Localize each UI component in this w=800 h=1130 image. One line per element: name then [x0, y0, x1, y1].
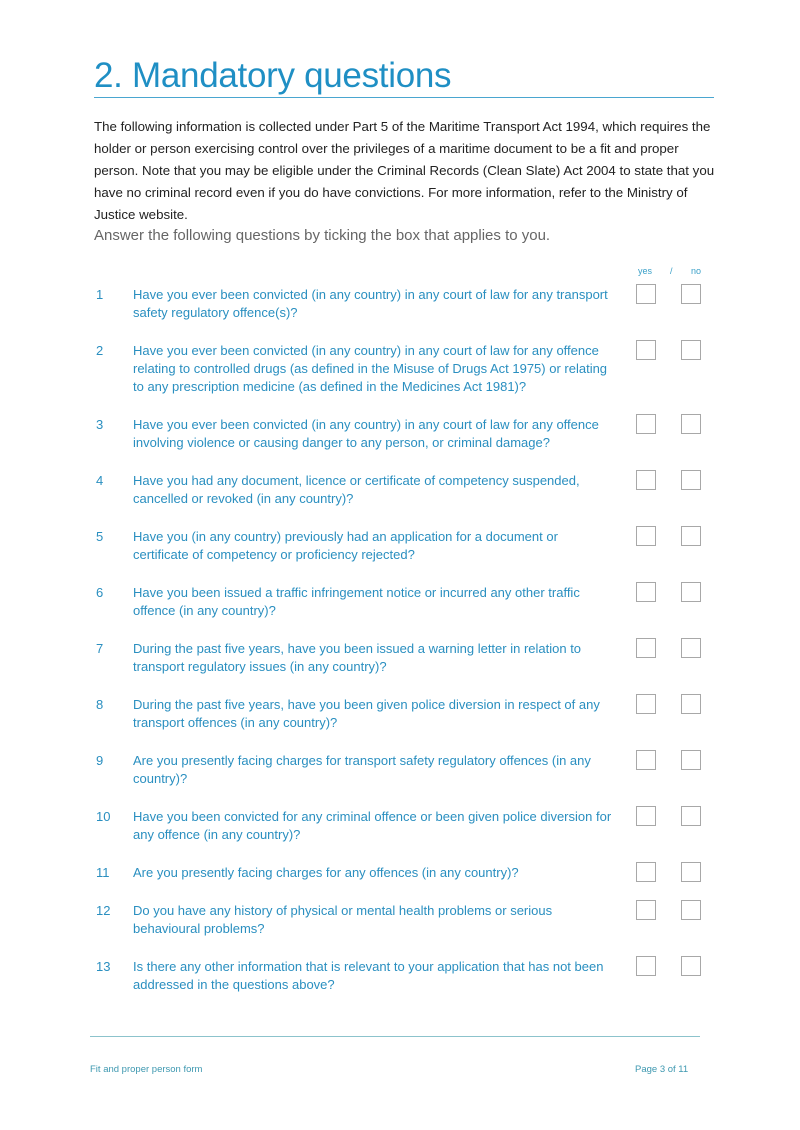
yes-checkbox[interactable] — [636, 806, 656, 826]
question-text: Have you been convicted for any criminal offence or been given police diversion for any offence (in any country)? — [133, 809, 612, 842]
question-number: 3 — [96, 417, 104, 432]
question-row — [0, 528, 800, 564]
question-text: Are you presently facing charges for any offences (in any country)? — [133, 865, 519, 880]
no-checkbox[interactable] — [681, 900, 701, 920]
question-row — [0, 696, 800, 732]
question-text: Have you ever been convicted (in any country) in any court of law for any offence relating to controlled drugs (as defined in the Misuse of Drugs Act 1975) or relating to any prescription medicine (as defined in the Medicines Act 1981)? — [133, 343, 608, 394]
yes-checkbox[interactable] — [636, 750, 656, 770]
question-row — [0, 286, 800, 322]
instruction-text: Answer the following questions by ticking the box that applies to you. — [94, 227, 551, 244]
question-text: During the past five years, have you been issued a warning letter in relation to transport regulatory issues (in any country)? — [133, 641, 582, 674]
no-checkbox[interactable] — [681, 806, 701, 826]
intro-paragraph: The following information is collected under Part 5 of the Maritime Transport Act 1994, which requires the holder or person exercising control over the privileges of a maritime document to be a fit and proper person. Note that you may be eligible under the Criminal Records (Clean Slate) Act 2004 to state that you have no criminal record even if you do have convictions. For more information, refer to the Ministry of Justice website. — [94, 119, 715, 222]
question-row — [0, 342, 800, 396]
question-number: 6 — [96, 585, 104, 600]
question-number: 1 — [96, 287, 104, 302]
question-row — [0, 416, 800, 452]
no-checkbox[interactable] — [681, 638, 701, 658]
yes-checkbox[interactable] — [636, 470, 656, 490]
footer-page-number: Page 3 of 11 — [635, 1064, 689, 1075]
questions-list — [0, 286, 800, 1014]
yes-checkbox[interactable] — [636, 862, 656, 882]
question-text: Have you ever been convicted (in any country) in any court of law for any offence involving violence or causing danger to any person, or criminal damage? — [133, 417, 599, 450]
no-checkbox[interactable] — [681, 470, 701, 490]
question-number: 13 — [96, 959, 111, 974]
yes-checkbox[interactable] — [636, 340, 656, 360]
yes-checkbox[interactable] — [636, 284, 656, 304]
question-number: 5 — [96, 529, 104, 544]
no-checkbox[interactable] — [681, 526, 701, 546]
question-row — [0, 752, 800, 788]
question-text: Have you (in any country) previously had an application for a document or certificate of competency or proficiency rejected? — [133, 529, 558, 562]
question-number: 10 — [96, 809, 111, 824]
question-number: 8 — [96, 697, 104, 712]
yes-checkbox[interactable] — [636, 694, 656, 714]
question-text: Have you ever been convicted (in any country) in any court of law for any transport safety regulatory offence(s)? — [133, 287, 608, 320]
no-checkbox[interactable] — [681, 694, 701, 714]
yes-checkbox[interactable] — [636, 526, 656, 546]
question-row — [0, 584, 800, 620]
question-number: 2 — [96, 343, 104, 358]
no-checkbox[interactable] — [681, 414, 701, 434]
question-text: During the past five years, have you been given police diversion in respect of any transport offences (in any country)? — [133, 697, 600, 730]
question-text: Do you have any history of physical or mental health problems or serious behavioural problems? — [133, 903, 553, 936]
footer-divider — [90, 1036, 700, 1037]
slash-label: / — [670, 266, 673, 276]
yes-label: yes — [638, 266, 653, 276]
yes-checkbox[interactable] — [636, 582, 656, 602]
page-title: 2. Mandatory questions — [94, 56, 452, 95]
question-row — [0, 902, 800, 938]
no-checkbox[interactable] — [681, 862, 701, 882]
question-text: Are you presently facing charges for transport safety regulatory offences (in any country)? — [133, 753, 591, 786]
no-checkbox[interactable] — [681, 750, 701, 770]
question-number: 11 — [96, 865, 110, 880]
question-text: Have you had any document, licence or certificate of competency suspended, cancelled or revoked (in any country)? — [133, 473, 580, 506]
question-number: 12 — [96, 903, 111, 918]
question-number: 4 — [96, 473, 104, 488]
title-divider — [94, 97, 714, 98]
question-row — [0, 640, 800, 676]
no-checkbox[interactable] — [681, 956, 701, 976]
no-label: no — [691, 266, 702, 276]
question-row — [0, 864, 800, 882]
question-row — [0, 472, 800, 508]
yes-checkbox[interactable] — [636, 956, 656, 976]
question-row — [0, 808, 800, 844]
question-row — [0, 958, 800, 994]
yes-checkbox[interactable] — [636, 414, 656, 434]
no-checkbox[interactable] — [681, 284, 701, 304]
yes-checkbox[interactable] — [636, 638, 656, 658]
question-number: 9 — [96, 753, 104, 768]
question-text: Is there any other information that is relevant to your application that has not been addressed in the questions above? — [133, 959, 604, 992]
question-text: Have you been issued a traffic infringement notice or incurred any other traffic offence (in any country)? — [133, 585, 580, 618]
no-checkbox[interactable] — [681, 340, 701, 360]
question-number: 7 — [96, 641, 104, 656]
yes-checkbox[interactable] — [636, 900, 656, 920]
no-checkbox[interactable] — [681, 582, 701, 602]
footer-form-name: Fit and proper person form — [90, 1064, 203, 1075]
